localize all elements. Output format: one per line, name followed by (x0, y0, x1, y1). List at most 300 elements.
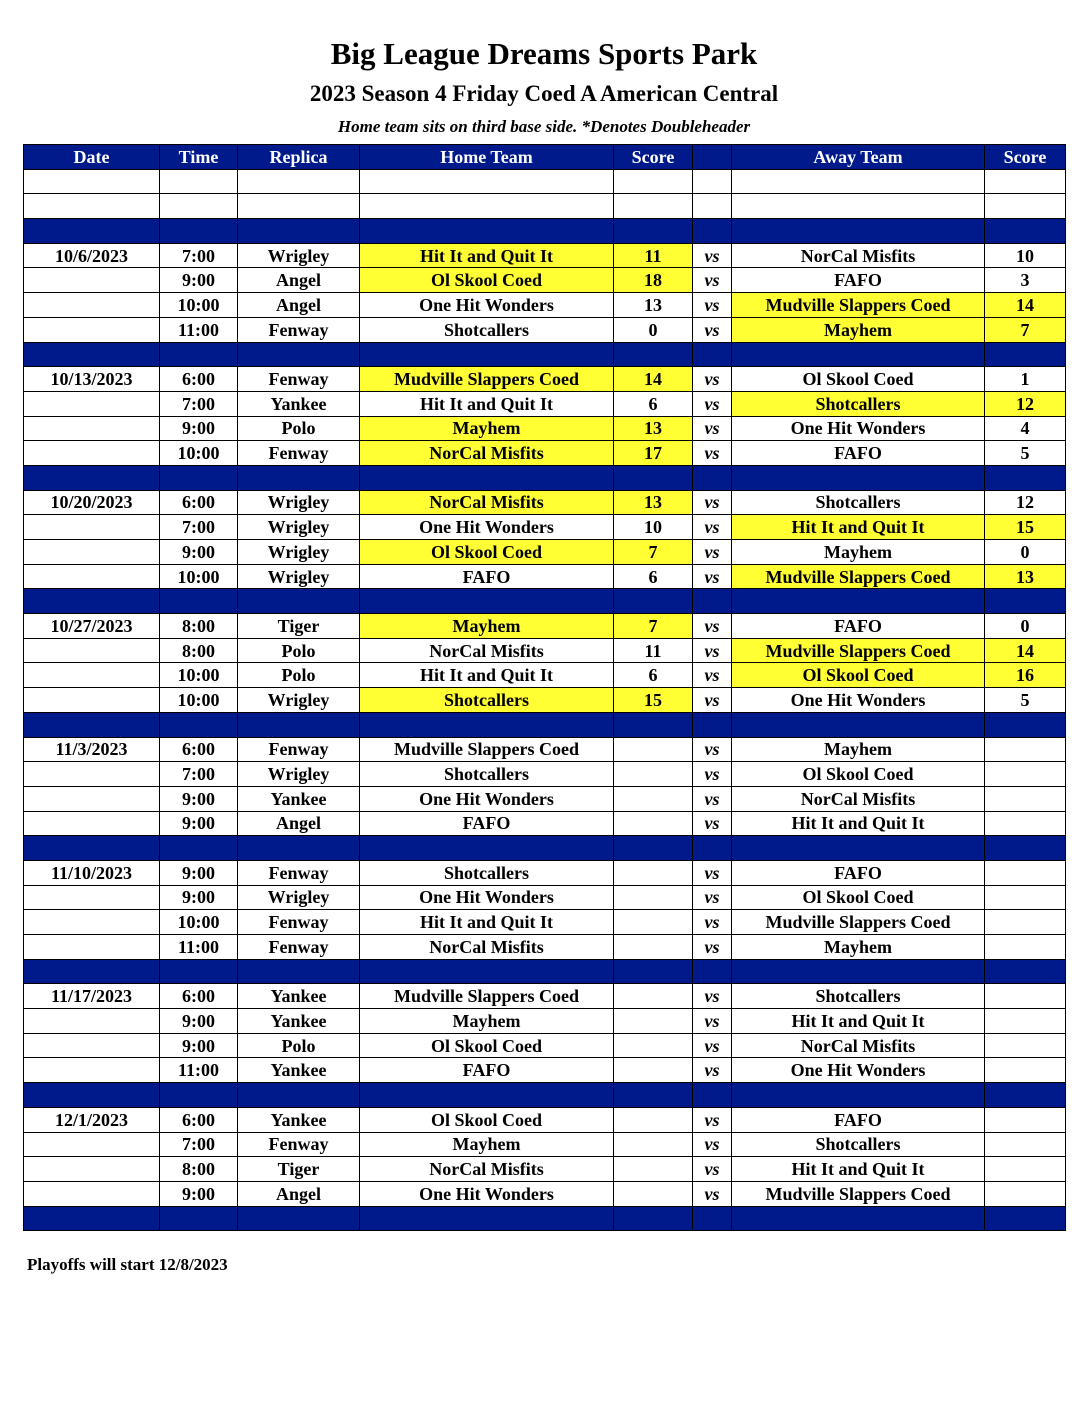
playoffs-note: Playoffs will start 12/8/2023 (27, 1255, 228, 1274)
separator-cell (985, 465, 1066, 490)
separator-cell (985, 836, 1066, 861)
separator-cell (732, 465, 985, 490)
separator-cell (360, 959, 614, 984)
separator-cell (614, 219, 693, 244)
away-team: FAFO (732, 1107, 985, 1132)
home-team: NorCal Misfits (360, 935, 614, 960)
game-date (24, 910, 160, 935)
game-date (24, 1157, 160, 1182)
home-score (614, 885, 693, 910)
game-field: Yankee (238, 1058, 360, 1083)
game-row (24, 268, 1066, 293)
away-score (985, 1132, 1066, 1157)
separator-cell (160, 1206, 238, 1231)
game-field: Fenway (238, 441, 360, 466)
game-date (24, 268, 160, 293)
separator-cell (732, 712, 985, 737)
week-separator (24, 959, 1066, 984)
away-score: 12 (985, 391, 1066, 416)
game-date (24, 1181, 160, 1206)
separator-cell (693, 589, 732, 614)
separator-cell (614, 1083, 693, 1108)
game-field: Fenway (238, 367, 360, 392)
separator-cell (160, 219, 238, 244)
game-date: 11/10/2023 (24, 860, 160, 885)
week-separator (24, 589, 1066, 614)
separator-cell (693, 959, 732, 984)
home-score (614, 737, 693, 762)
game-time: 10:00 (160, 910, 238, 935)
vs-label: vs (693, 1132, 732, 1157)
game-date (24, 317, 160, 342)
week-separator (24, 1083, 1066, 1108)
away-team: Mudville Slappers Coed (732, 638, 985, 663)
separator-cell (238, 219, 360, 244)
home-score (614, 1033, 693, 1058)
vs-label: vs (693, 1181, 732, 1206)
away-team: Mudville Slappers Coed (732, 910, 985, 935)
game-time: 9:00 (160, 1033, 238, 1058)
week-separator (24, 465, 1066, 490)
home-team (360, 194, 614, 219)
away-score: 14 (985, 638, 1066, 663)
game-row (24, 688, 1066, 713)
vs-label: vs (693, 1033, 732, 1058)
away-team: One Hit Wonders (732, 688, 985, 713)
game-field: Fenway (238, 317, 360, 342)
separator-cell (160, 342, 238, 367)
separator-cell (614, 836, 693, 861)
game-time: 9:00 (160, 885, 238, 910)
away-score: 4 (985, 416, 1066, 441)
separator-cell (732, 1083, 985, 1108)
home-score: 13 (614, 490, 693, 515)
home-team: Mudville Slappers Coed (360, 737, 614, 762)
separator-cell (238, 836, 360, 861)
game-time: 7:00 (160, 391, 238, 416)
game-date (24, 1033, 160, 1058)
home-score (614, 786, 693, 811)
game-time: 10:00 (160, 441, 238, 466)
vs-label: vs (693, 737, 732, 762)
game-row (24, 860, 1066, 885)
home-score (614, 860, 693, 885)
away-score (985, 1009, 1066, 1034)
home-score: 0 (614, 317, 693, 342)
game-row (24, 1181, 1066, 1206)
game-row (24, 762, 1066, 787)
away-score (985, 169, 1066, 194)
home-score (614, 169, 693, 194)
away-team: Hit It and Quit It (732, 811, 985, 836)
away-team: Mudville Slappers Coed (732, 1181, 985, 1206)
home-team: Mayhem (360, 614, 614, 639)
game-time: 10:00 (160, 663, 238, 688)
separator-cell (238, 342, 360, 367)
home-team: One Hit Wonders (360, 786, 614, 811)
game-field: Tiger (238, 614, 360, 639)
separator-cell (732, 589, 985, 614)
away-team: Ol Skool Coed (732, 885, 985, 910)
game-field: Yankee (238, 391, 360, 416)
separator-cell (360, 1083, 614, 1108)
vs-label: vs (693, 515, 732, 540)
separator-cell (160, 589, 238, 614)
away-score (985, 1157, 1066, 1182)
game-time: 6:00 (160, 737, 238, 762)
game-time: 9:00 (160, 786, 238, 811)
vs-label: vs (693, 910, 732, 935)
home-score: 10 (614, 515, 693, 540)
game-field: Angel (238, 268, 360, 293)
game-field: Fenway (238, 737, 360, 762)
home-score: 17 (614, 441, 693, 466)
game-field: Yankee (238, 984, 360, 1009)
separator-cell (985, 1083, 1066, 1108)
away-score (985, 1107, 1066, 1132)
separator-cell (614, 342, 693, 367)
game-field: Angel (238, 1181, 360, 1206)
away-team: Hit It and Quit It (732, 1157, 985, 1182)
game-date: 11/17/2023 (24, 984, 160, 1009)
away-team: Mayhem (732, 540, 985, 565)
game-row (24, 515, 1066, 540)
home-team: Shotcallers (360, 688, 614, 713)
separator-cell (360, 465, 614, 490)
game-time: 6:00 (160, 1107, 238, 1132)
separator-cell (160, 959, 238, 984)
home-score (614, 1058, 693, 1083)
home-score (614, 984, 693, 1009)
vs-label: vs (693, 663, 732, 688)
separator-cell (360, 1206, 614, 1231)
game-time: 9:00 (160, 811, 238, 836)
col-header-away-score: Score (985, 145, 1066, 170)
separator-cell (732, 1206, 985, 1231)
home-team: Mayhem (360, 1132, 614, 1157)
game-date (24, 786, 160, 811)
home-score: 13 (614, 416, 693, 441)
separator-cell (238, 1083, 360, 1108)
away-team: Mudville Slappers Coed (732, 564, 985, 589)
home-team: One Hit Wonders (360, 885, 614, 910)
page-subtitle: 2023 Season 4 Friday Coed A American Central (309, 81, 779, 106)
home-team: Shotcallers (360, 762, 614, 787)
away-team: FAFO (732, 441, 985, 466)
vs-label: vs (693, 1009, 732, 1034)
game-time: 9:00 (160, 268, 238, 293)
home-score: 11 (614, 243, 693, 268)
schedule-body (24, 169, 1066, 1231)
header-row (24, 145, 1066, 170)
home-score: 7 (614, 540, 693, 565)
game-row (24, 490, 1066, 515)
game-field: Wrigley (238, 540, 360, 565)
home-team (360, 169, 614, 194)
vs-label: vs (693, 1058, 732, 1083)
vs-label: vs (693, 293, 732, 318)
game-row (24, 293, 1066, 318)
game-field: Yankee (238, 1107, 360, 1132)
separator-cell (985, 589, 1066, 614)
away-team: Mayhem (732, 737, 985, 762)
separator-cell (985, 712, 1066, 737)
away-team: Shotcallers (732, 1132, 985, 1157)
game-row (24, 317, 1066, 342)
separator-cell (614, 959, 693, 984)
separator-cell (732, 836, 985, 861)
away-score: 5 (985, 688, 1066, 713)
vs-label: vs (693, 540, 732, 565)
game-time: 11:00 (160, 317, 238, 342)
away-score: 5 (985, 441, 1066, 466)
away-team (732, 169, 985, 194)
home-score (614, 1157, 693, 1182)
separator-cell (360, 712, 614, 737)
game-row (24, 1107, 1066, 1132)
separator-cell (238, 712, 360, 737)
game-field: Wrigley (238, 243, 360, 268)
separator-cell (24, 342, 160, 367)
separator-cell (985, 1206, 1066, 1231)
separator-cell (360, 836, 614, 861)
separator-cell (693, 1206, 732, 1231)
separator-cell (238, 589, 360, 614)
vs-label: vs (693, 243, 732, 268)
away-score (985, 1058, 1066, 1083)
game-field: Polo (238, 638, 360, 663)
separator-cell (732, 959, 985, 984)
separator-cell (360, 589, 614, 614)
home-score (614, 1107, 693, 1132)
game-field: Wrigley (238, 515, 360, 540)
separator-cell (160, 465, 238, 490)
vs-label: vs (693, 490, 732, 515)
game-date (24, 441, 160, 466)
separator-cell (24, 219, 160, 244)
separator-cell (24, 1083, 160, 1108)
separator-cell (24, 589, 160, 614)
game-time: 7:00 (160, 243, 238, 268)
game-field: Angel (238, 293, 360, 318)
away-score: 0 (985, 540, 1066, 565)
away-score: 16 (985, 663, 1066, 688)
col-header-time: Time (160, 145, 238, 170)
separator-cell (693, 219, 732, 244)
separator-cell (732, 342, 985, 367)
away-team: Shotcallers (732, 984, 985, 1009)
game-date: 10/6/2023 (24, 243, 160, 268)
separator-cell (985, 959, 1066, 984)
game-field: Wrigley (238, 564, 360, 589)
home-score: 7 (614, 614, 693, 639)
game-date (24, 515, 160, 540)
away-team (732, 194, 985, 219)
away-score: 7 (985, 317, 1066, 342)
home-team: One Hit Wonders (360, 1181, 614, 1206)
away-score: 10 (985, 243, 1066, 268)
vs-label (693, 169, 732, 194)
home-team: Hit It and Quit It (360, 910, 614, 935)
home-team: FAFO (360, 811, 614, 836)
col-header-away-team: Away Team (732, 145, 985, 170)
game-row (24, 811, 1066, 836)
vs-label: vs (693, 441, 732, 466)
home-team: Mayhem (360, 416, 614, 441)
away-team: FAFO (732, 268, 985, 293)
vs-label: vs (693, 317, 732, 342)
game-date (24, 293, 160, 318)
vs-label: vs (693, 688, 732, 713)
game-row (24, 391, 1066, 416)
separator-cell (160, 712, 238, 737)
game-date: 10/13/2023 (24, 367, 160, 392)
home-team: NorCal Misfits (360, 441, 614, 466)
home-team: Mudville Slappers Coed (360, 984, 614, 1009)
away-score: 14 (985, 293, 1066, 318)
game-time: 10:00 (160, 564, 238, 589)
col-header-replica: Replica (238, 145, 360, 170)
separator-cell (360, 219, 614, 244)
away-team: Ol Skool Coed (732, 762, 985, 787)
home-team: NorCal Misfits (360, 1157, 614, 1182)
home-score (614, 811, 693, 836)
separator-cell (238, 465, 360, 490)
game-date (24, 564, 160, 589)
game-field: Polo (238, 1033, 360, 1058)
home-score (614, 194, 693, 219)
vs-label: vs (693, 762, 732, 787)
vs-label: vs (693, 860, 732, 885)
away-team: NorCal Misfits (732, 786, 985, 811)
game-time: 9:00 (160, 1009, 238, 1034)
game-time: 8:00 (160, 614, 238, 639)
game-row (24, 1132, 1066, 1157)
week-separator (24, 1206, 1066, 1231)
game-row (24, 441, 1066, 466)
game-date (24, 169, 160, 194)
home-team: Shotcallers (360, 317, 614, 342)
game-row (24, 663, 1066, 688)
vs-label: vs (693, 885, 732, 910)
separator-cell (693, 465, 732, 490)
vs-label: vs (693, 268, 732, 293)
game-field: Yankee (238, 786, 360, 811)
game-row (24, 910, 1066, 935)
col-header-home-score: Score (614, 145, 693, 170)
vs-label: vs (693, 614, 732, 639)
separator-cell (732, 219, 985, 244)
game-date (24, 663, 160, 688)
game-date (24, 194, 160, 219)
separator-cell (985, 219, 1066, 244)
away-score (985, 860, 1066, 885)
game-date (24, 811, 160, 836)
away-score (985, 786, 1066, 811)
game-row (24, 786, 1066, 811)
separator-cell (693, 1083, 732, 1108)
game-field: Yankee (238, 1009, 360, 1034)
separator-cell (614, 712, 693, 737)
vs-label: vs (693, 416, 732, 441)
home-team: FAFO (360, 564, 614, 589)
away-team: Mayhem (732, 935, 985, 960)
away-team: NorCal Misfits (732, 1033, 985, 1058)
col-header-date: Date (24, 145, 160, 170)
away-team: Shotcallers (732, 490, 985, 515)
separator-cell (24, 836, 160, 861)
vs-label: vs (693, 786, 732, 811)
game-time: 6:00 (160, 367, 238, 392)
game-field: Fenway (238, 860, 360, 885)
separator-cell (360, 342, 614, 367)
game-row (24, 540, 1066, 565)
game-date (24, 688, 160, 713)
away-score (985, 194, 1066, 219)
away-score (985, 737, 1066, 762)
game-date (24, 391, 160, 416)
home-team: Mudville Slappers Coed (360, 367, 614, 392)
game-date (24, 1058, 160, 1083)
col-header-vs (693, 145, 732, 170)
game-field: Wrigley (238, 490, 360, 515)
game-field: Wrigley (238, 762, 360, 787)
game-field (238, 194, 360, 219)
week-separator (24, 836, 1066, 861)
game-field: Wrigley (238, 885, 360, 910)
game-time: 7:00 (160, 1132, 238, 1157)
home-team: Ol Skool Coed (360, 1107, 614, 1132)
home-score (614, 762, 693, 787)
home-team: FAFO (360, 1058, 614, 1083)
vs-label: vs (693, 984, 732, 1009)
game-field: Wrigley (238, 688, 360, 713)
vs-label: vs (693, 1157, 732, 1182)
separator-cell (160, 1083, 238, 1108)
game-row (24, 638, 1066, 663)
game-field: Fenway (238, 910, 360, 935)
game-time: 10:00 (160, 688, 238, 713)
home-score: 6 (614, 391, 693, 416)
game-row (24, 243, 1066, 268)
game-time: 6:00 (160, 490, 238, 515)
away-team: Ol Skool Coed (732, 663, 985, 688)
home-score (614, 1132, 693, 1157)
separator-cell (614, 465, 693, 490)
away-score: 12 (985, 490, 1066, 515)
away-team: Mudville Slappers Coed (732, 293, 985, 318)
game-date (24, 638, 160, 663)
game-time: 8:00 (160, 1157, 238, 1182)
game-row (24, 1033, 1066, 1058)
game-time: 7:00 (160, 762, 238, 787)
home-score: 6 (614, 564, 693, 589)
game-row (24, 564, 1066, 589)
home-score: 18 (614, 268, 693, 293)
home-score (614, 910, 693, 935)
game-row (24, 885, 1066, 910)
week-separator (24, 342, 1066, 367)
week-separator (24, 219, 1066, 244)
vs-label (693, 194, 732, 219)
game-row (24, 416, 1066, 441)
away-team: Hit It and Quit It (732, 515, 985, 540)
home-score: 15 (614, 688, 693, 713)
away-score (985, 1033, 1066, 1058)
separator-cell (693, 712, 732, 737)
away-score: 13 (985, 564, 1066, 589)
schedule-note: Home team sits on third base side. *Denotes Doubleheader (337, 117, 751, 136)
